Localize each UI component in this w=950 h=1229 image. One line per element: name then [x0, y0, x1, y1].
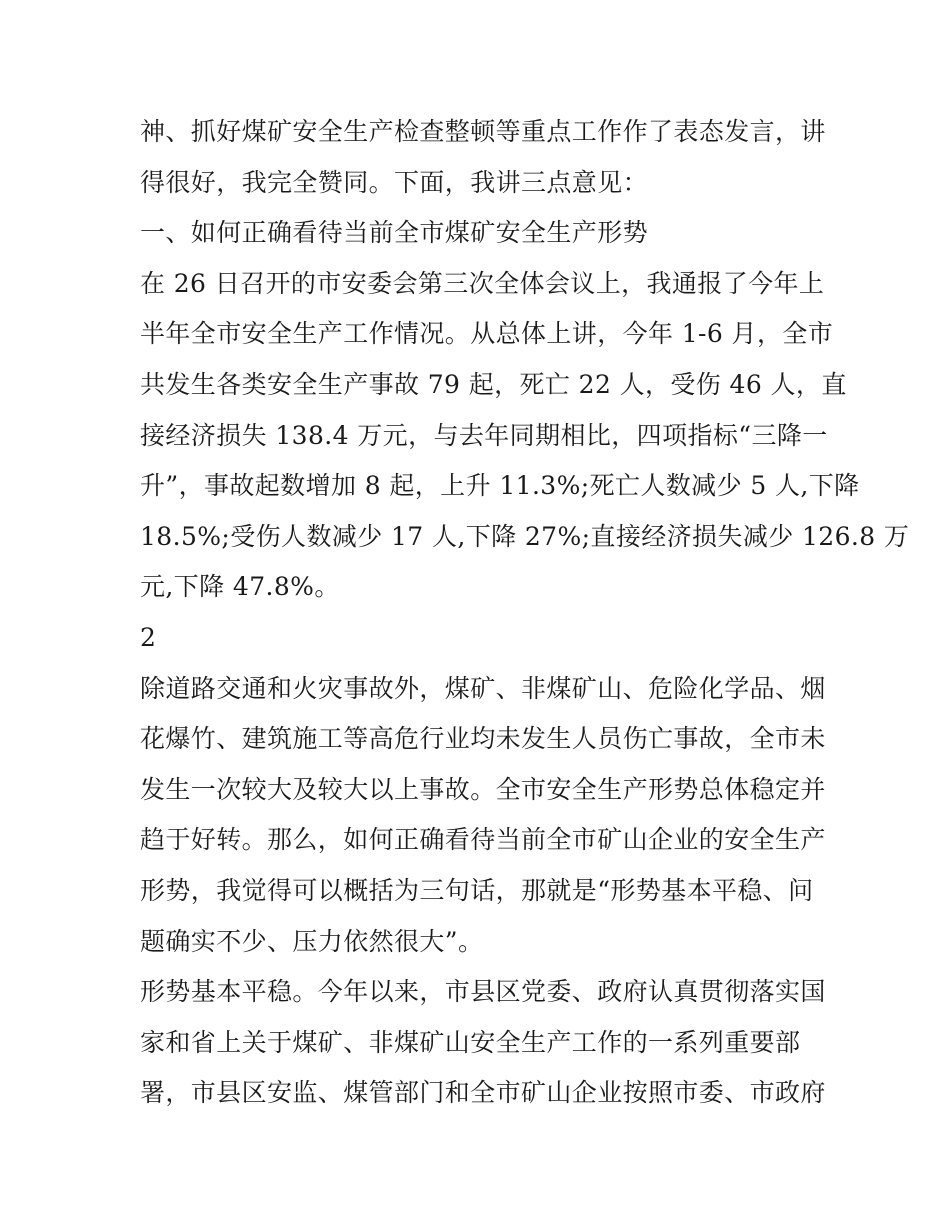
section-heading: 一、如何正确看待当前全市煤矿安全生产形势: [140, 218, 649, 248]
text-line: 升”，事故起数增加 8 起，上升 11.3%;死亡人数减少 5 人,下降: [140, 471, 860, 501]
text-line: 署，市县区安监、煤管部门和全市矿山企业按照市委、市政府: [140, 1078, 826, 1108]
text-line: 趋于好转。那么，如何正确看待当前全市矿山企业的安全生产: [140, 825, 826, 855]
text-line: 形势，我觉得可以概括为三句话，那就是“形势基本平稳、问: [140, 875, 814, 905]
text-line: 半年全市安全生产工作情况。从总体上讲，今年 1-6 月，全市: [140, 319, 834, 349]
page-number: 2: [140, 622, 157, 652]
text-line: 题确实不少、压力依然很大”。: [140, 926, 484, 956]
text-line: 除道路交通和火灾事故外，煤矿、非煤矿山、危险化学品、烟: [140, 673, 826, 703]
text-line: 花爆竹、建筑施工等高危行业均未发生人员伤亡事故，全市未: [140, 724, 826, 754]
text-line: 18.5%;受伤人数减少 17 人,下降 27%;直接经济损失减少 126.8 万: [140, 521, 910, 551]
text-line: 接经济损失 138.4 万元，与去年同期相比，四项指标“三降一: [140, 420, 828, 450]
body-text: [140, 107, 910, 1119]
text-line: 元,下降 47.8%。: [140, 572, 340, 602]
text-line: 得很好，我完全赞同。下面，我讲三点意见：: [140, 167, 649, 197]
text-line: 发生一次较大及较大以上事故。全市安全生产形势总体稳定并: [140, 774, 826, 804]
text-line: 形势基本平稳。今年以来，市县区党委、政府认真贯彻落实国: [140, 977, 826, 1007]
text-line: 神、抓好煤矿安全生产检查整顿等重点工作作了表态发言，讲: [140, 117, 826, 146]
text-line: 共发生各类安全生产事故 79 起，死亡 22 人，受伤 46 人，直: [140, 369, 847, 399]
text-line: 家和省上关于煤矿、非煤矿山安全生产工作的一系列重要部: [140, 1027, 801, 1057]
text-line: 在 26 日召开的市安委会第三次全体会议上，我通报了今年上: [140, 268, 825, 298]
